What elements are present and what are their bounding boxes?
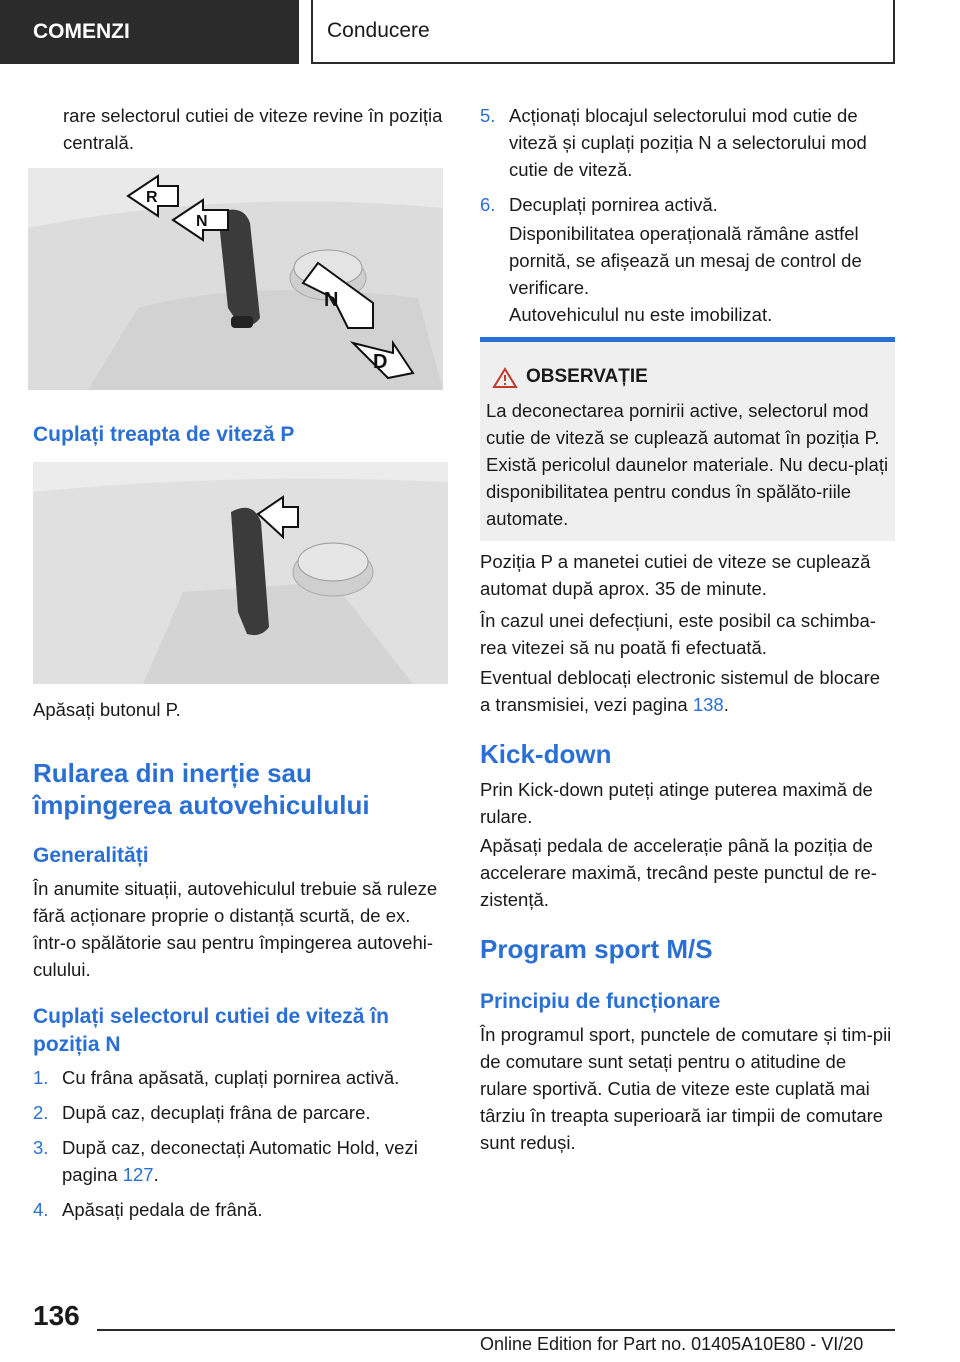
kickdown-text-1: Prin Kick-down puteți atinge puterea maximă de rulare.	[480, 779, 873, 827]
auto-p-text: Poziția P a manetei cutiei de viteze se cuplează automat după aprox. 35 de minute.	[480, 551, 871, 599]
fig1-label-n-side: N	[324, 289, 339, 311]
heading-general: Generalități	[33, 844, 149, 867]
list-item: 1. Cu frâna apăsată, cuplați pornirea activă.	[33, 1067, 400, 1088]
intro-text: rare selectorul cutiei de viteze revine în poziția centrală.	[63, 105, 443, 153]
edition-text: Online Edition for Part no. 01405A10E80 - VI/20	[480, 1334, 864, 1354]
heading-engage-p: Cuplați treapta de viteză P	[33, 423, 295, 446]
list-item: 4. Apăsați pedala de frână.	[33, 1199, 263, 1220]
notice-box	[480, 337, 895, 541]
chapter-tab	[311, 0, 895, 64]
heading-rolling: Rularea din inerție sau împingerea autovehiculului	[33, 758, 370, 820]
notice-title: OBSERVAȚIE	[526, 366, 648, 387]
list-item: 6. Decuplați pornirea activă.	[480, 194, 718, 215]
heading-kickdown: Kick-down	[480, 739, 612, 769]
p-button-illustration	[33, 462, 448, 684]
fig1-label-n-top: N	[196, 213, 208, 230]
steps-list	[33, 1064, 448, 1231]
unlock-text: Eventual deblocați electronic sistemul de blocare a transmisiei, vezi pagina 138.	[480, 667, 881, 715]
step6-paragraph-2: Autovehiculul nu este imobilizat.	[509, 304, 773, 325]
list-item: 5. Acționați blocajul selectorului mod cutie de viteză și cuplați poziția N a selectorului mod cutie de viteză.	[480, 105, 867, 180]
footer-divider	[97, 1329, 895, 1331]
warning-triangle-icon	[492, 367, 518, 389]
heading-engage-n: Cuplați selectorul cutiei de viteză în poziția N	[33, 1005, 389, 1056]
fig1-label-d: D	[373, 351, 388, 373]
fig1-label-r: R	[146, 189, 158, 206]
gear-selector-figure-1	[28, 168, 443, 390]
section-tab	[0, 0, 299, 64]
list-item: 2. După caz, decuplați frâna de parcare.	[33, 1102, 371, 1123]
page-link-138[interactable]: 138	[692, 694, 724, 715]
step6-paragraph-1: Disponibilitatea operațională rămâne astfel pornită, se afișează un mesaj de control de verificare.	[509, 223, 862, 298]
gear-selector-figure-2	[33, 462, 448, 684]
page-link-127[interactable]: 127	[122, 1164, 154, 1185]
section-label: COMENZI	[33, 20, 130, 43]
kickdown-text-2: Apăsați pedala de accelerație până la poziția de accelerare maximă, trecând peste punctul de re-zistență.	[480, 835, 877, 910]
gear-selector-illustration	[28, 168, 443, 390]
notice-body: La deconectarea pornirii active, selectorul mod cutie de viteză se cuplează automat în poziția P. Există pericolul daunelor materiale. Nu decu-plați disponibilitatea pentru condus în spălăto-riile automate.	[486, 400, 889, 529]
list-item: 3. După caz, deconectați Automatic Hold, vezi pagina 127.	[33, 1137, 418, 1185]
heading-principle: Principiu de funcționare	[480, 990, 721, 1013]
press-p-text: Apăsați butonul P.	[33, 699, 181, 720]
steps-list-continued	[480, 102, 895, 218]
general-text: În anumite situații, autovehiculul trebuie să ruleze fără acționare proprie o distanță scurtă, de ex. într-o spălătorie sau pentru împingerea autovehi-culului.	[33, 878, 438, 980]
chapter-label: Conducere	[327, 19, 430, 42]
principle-text: În programul sport, punctele de comutare și tim-pii de comutare sunt setați pentru o atitudine de rulare sportivă. Cutia de viteze este cuplată mai târziu în treapta superioară iar timpii de comutare sunt reduși.	[480, 1024, 892, 1153]
heading-sport-program: Program sport M/S	[480, 934, 713, 964]
fault-text: În cazul unei defecțiuni, este posibil ca schimba-rea vitezei să nu poată fi efectuată.	[480, 610, 876, 658]
page-number: 136	[33, 1300, 80, 1331]
